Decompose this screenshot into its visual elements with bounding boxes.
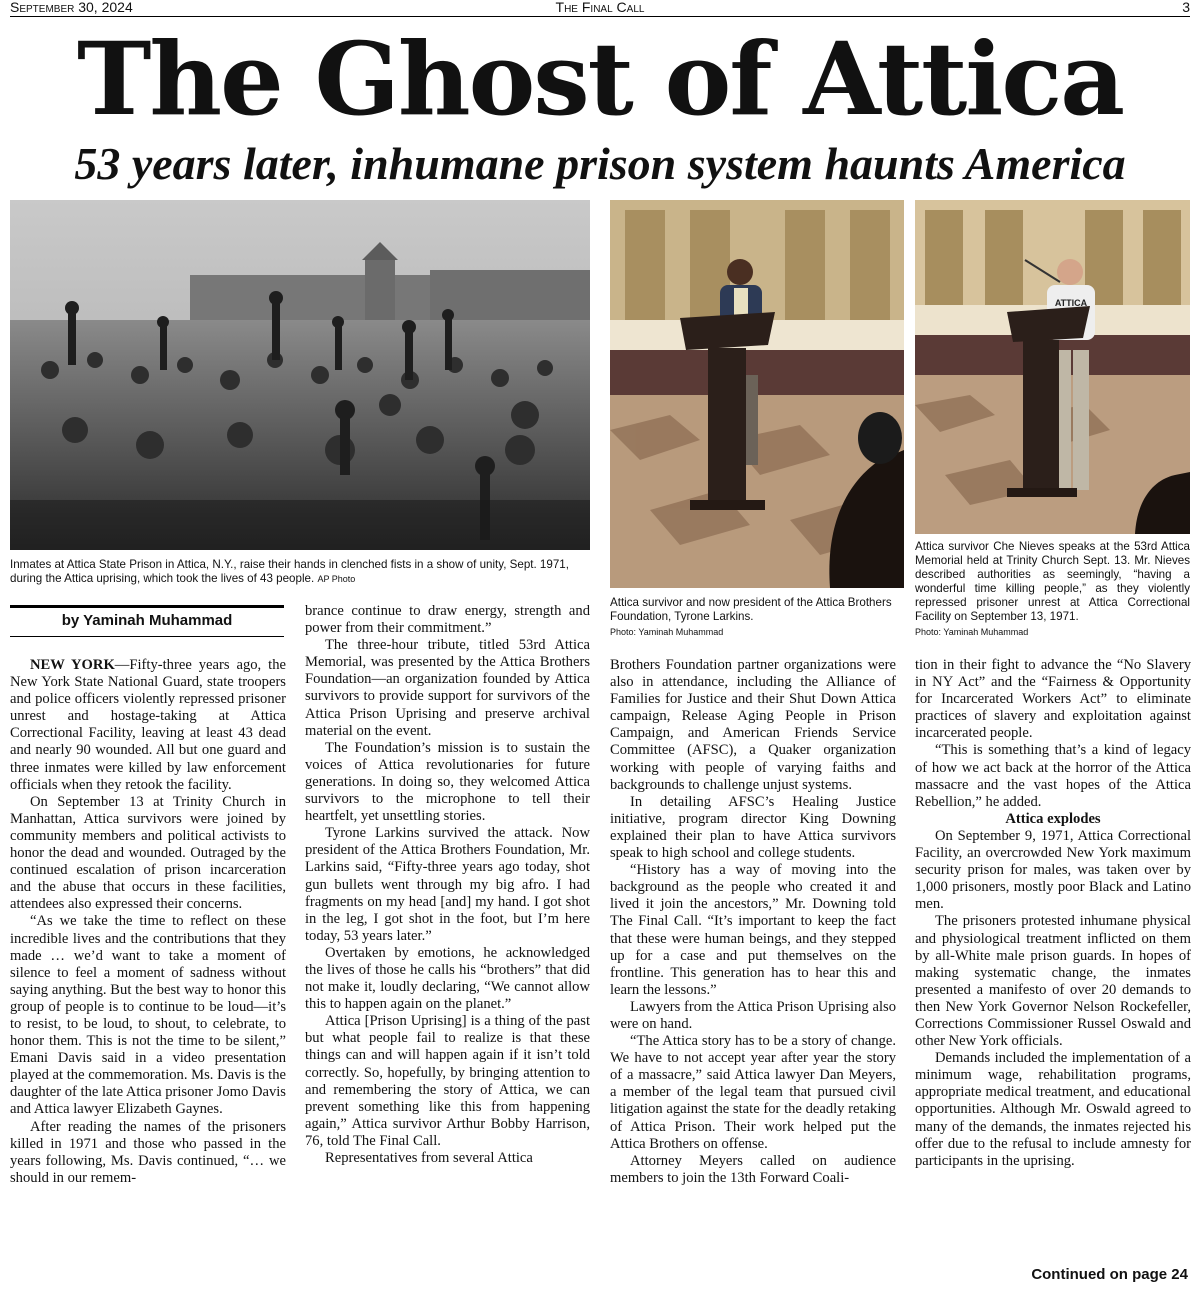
paragraph: Representatives from several Attica	[325, 1150, 533, 1166]
nieves-photo-caption	[915, 540, 1190, 639]
paragraph: NEW YORK—Fifty-three years ago, the New York State National Guard, state troopers and police officers violently repressed prisoner unrest and hostage-taking at Attica Correctional Facility, leaving at least 43 dead and nearly 90 wounded. All but one guard and three inmates were killed by law enforcement officials when they retook the facility.	[10, 657, 286, 793]
larkins-photo	[610, 200, 904, 588]
paragraph: Overtaken by emotions, he acknowledged the lives of those he calls his “brothers” that did not make it, loudly declaring, “We cannot allow this to happen again on the planet.”	[305, 944, 590, 1013]
paragraph: tion in their fight to advance the “No Slavery in NY Act” and the “Fairness & Opportunity for Incarcerated Workers Act” to eliminate practices of slavery and exploitation against incarcerated people.	[915, 657, 1191, 742]
section-subhead: Attica explodes	[1005, 810, 1101, 827]
paragraph: Attorney Meyers called on audience members to join the 13th Forward Coali-	[610, 1152, 896, 1186]
paragraph: In detailing AFSC’s Healing Justice initiative, program director King Downing explained their plan to have Attica survivors speak to high school and college students.	[610, 793, 896, 862]
paragraph: “History has a way of moving into the background as the people who created it and lived it join the ancestors,” Mr. Downing told The Final Call. “It’s important to keep the fact that these were human beings, and they stepped up for a case and put themselves on the frontline. This generation has to hear this and learn the lessons.”	[610, 862, 896, 998]
main-photo-caption-text: Inmates at Attica State Prison in Attica, N.Y., raise their hands in clenched fists in a show of unity, Sept. 1971, during the Attica uprising, which took the lives of 43 people.	[10, 558, 569, 585]
paragraph: brance continue to draw energy, strength and power from their commitment.”	[305, 603, 590, 637]
main-photo-credit: AP Photo	[317, 574, 356, 584]
paragraph: “As we take the time to reflect on these incredible lives and the contributions that they made … we’d want to take a moment of silence to feel a moment of sadness without saying anything. But the best way to honor this group of people is to continue to be loud—it’s to resist, to be loud, to shout, to celebrate, to honor them. This is not the time to be silent,” Emani Davis said in a video presentation played at the commemoration. Ms. Davis is the daughter of the late Attica prisoner Jomo Davis and Attica lawyer Elizabeth Gaynes.	[10, 913, 287, 1118]
headline: The Ghost of Attica	[76, 20, 1124, 138]
article-column-1	[10, 657, 286, 1187]
larkins-photo-caption	[610, 596, 904, 639]
paragraph: Lawyers from the Attica Prison Uprising also were on hand.	[610, 998, 896, 1032]
continued-jump-line: Continued on page 24	[1031, 1266, 1188, 1283]
byline: by Yaminah Muhammad	[10, 605, 284, 637]
paragraph: After reading the names of the prisoners killed in 1971 and those who passed in the years following, Ms. Davis continued, “… we should in our remem-	[10, 1118, 286, 1186]
paragraph: The prisoners protested inhumane physical and physiological treatment inflicted on them by all-White male prison guards. In hopes of making systematic change, the inmates presented a manifesto of over 20 demands to then New York Governor Nelson Rockefeller, Corrections Commissioner Russel Oswald and other New York officials.	[915, 913, 1191, 1050]
paragraph: Tyrone Larkins survived the attack. Now president of the Attica Brothers Foundation, Mr. Larkins said, “Fifty-three years ago today, shot gun bullets went through my big afro. I had fragments on my head [and] my hand. I got shot in the leg, I got shot in the foot, but I’m here today, 53 years later.”	[305, 825, 590, 944]
folio-page-number: 3	[1182, 0, 1190, 15]
shirt-text: ATTICA	[1054, 298, 1088, 308]
paragraph: The three-hour tribute, titled 53rd Attica Memorial, was presented by the Attica Brothers Foundation—an organization founded by Attica survivors to provide support for survivors of the Attica Prison Uprising and preserve archival material on the event.	[305, 637, 590, 739]
paragraph: “This is something that’s a kind of legacy of how we act back at the horror of the Attica massacre and the vast hopes of the Attica Rebellion,” he added.	[915, 742, 1191, 810]
folio-date: September 30, 2024	[10, 0, 133, 15]
larkins-photo-caption-text: Attica survivor and now president of the Attica Brothers Foundation, Tyrone Larkins.	[610, 596, 892, 623]
folio-paper-name: The Final Call	[555, 0, 645, 15]
paragraph: Brothers Foundation partner organizations were also in attendance, including the Alliance of Families for Justice and their Shut Down Attica campaign, Release Aging People in Prison Campaign, and American Friends Service Committee (AFSC), a Quaker organization working with people of varying faiths and backgrounds to challenge unjust systems.	[610, 657, 896, 793]
paragraph: The Foundation’s mission is to sustain the voices of Attica revolutionaries for future generations. In doing so, they welcomed Attica survivors to the microphone to tell their heartfelt, yet unsettling stories.	[305, 739, 590, 825]
article-column-3	[610, 657, 896, 1187]
dateline: NEW YORK	[30, 657, 115, 673]
nieves-photo-credit: Photo: Yaminah Muhammad	[915, 627, 1029, 637]
paragraph: Demands included the implementation of a minimum wage, rehabilitation programs, appropriate medical treatment, and educational opportunities. Although Mr. Oswald agreed to many of the demands, the inmates rejected his offer due to the refusal to include amnesty for participants in the uprising.	[915, 1050, 1191, 1169]
folio	[10, 0, 1190, 17]
main-photo-caption	[10, 558, 590, 586]
paragraph: On September 13 at Trinity Church in Manhattan, Attica survivors were joined by community members and political activists to honor the dead and wounded. Outraged by the continued escalation of prison incarceration and the abuse that occurs in these facilities, attendees also expressed their concerns.	[10, 793, 286, 913]
paragraph: On September 9, 1971, Attica Correctional Facility, an overcrowded New York maximum security prison for males, was taken over by 1,000 prisoners, mostly poor Black and Latino men.	[915, 827, 1191, 913]
subhead: 53 years later, inhumane prison system haunts America	[74, 138, 1126, 189]
main-photo	[10, 200, 590, 550]
larkins-photo-credit: Photo: Yaminah Muhammad	[610, 627, 724, 637]
nieves-photo-caption-text: Attica survivor Che Nieves speaks at the 53rd Attica Memorial held at Trinity Church Sept. 13. Mr. Nieves described authorities as seemingly, “having a wonderful time killing people,” as they violently repressed prisoner unrest at Attica Correctional Facility on September 13, 1971.	[915, 540, 1190, 623]
nieves-photo	[915, 200, 1190, 534]
paragraph: “The Attica story has to be a story of change. We have to not accept year after year the story of a massacre,” said Attica lawyer Dan Meyers, a member of the legal team that pursued civil litigation against the state for the deadly retaking of Attica Prison. Their work helped put the Attica Brothers on offense.	[610, 1033, 896, 1152]
paragraph: Attica [Prison Uprising] is a thing of the past but what people fail to realize is that these things can and will happen again if it isn’t told correctly. So, hopefully, by bringing attention to and remembering the story of Attica, we can prevent something like this from happening again,” Attica survivor Arthur Bobby Harrison, 76, told The Final Call.	[305, 1013, 590, 1149]
article-column-2	[305, 603, 590, 1167]
article-column-4	[915, 657, 1191, 1170]
